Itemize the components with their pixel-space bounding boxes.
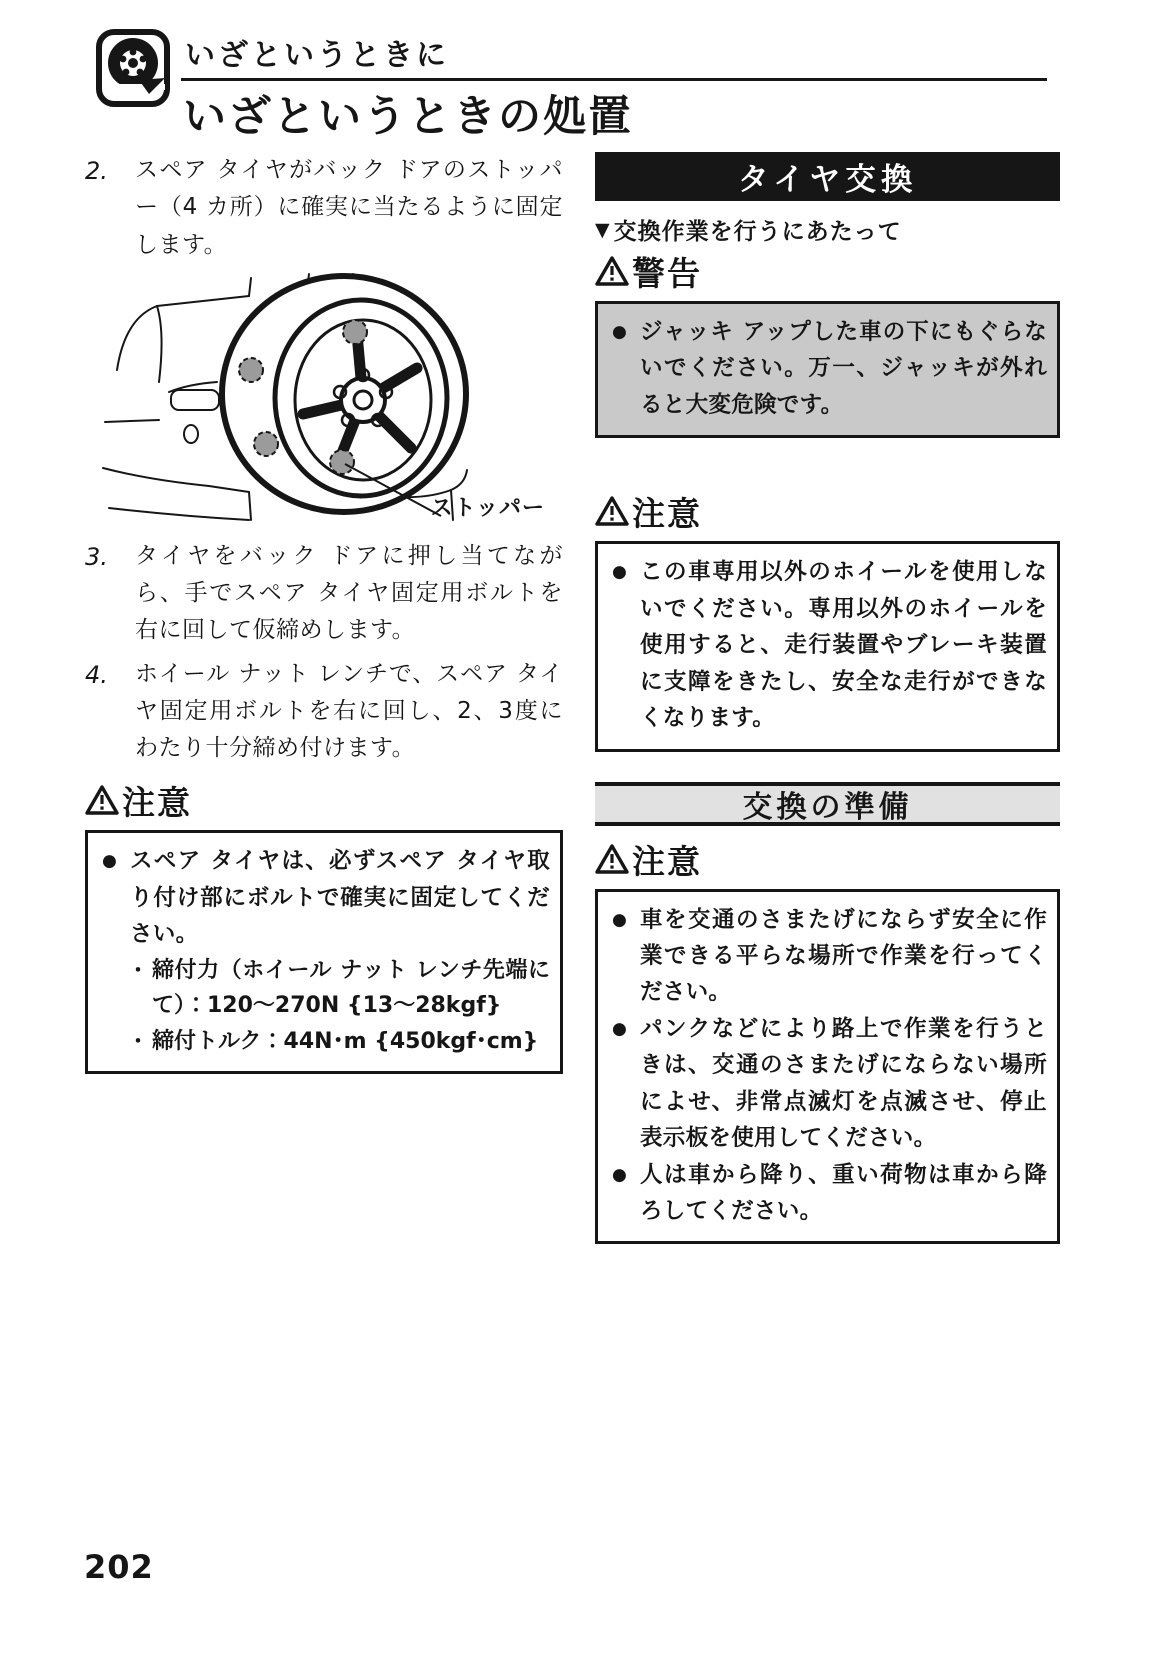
sub-bullet-icon: ・ [128,1028,148,1053]
caution-heading-left [85,777,563,824]
page-title: いざというときの処置 [183,92,633,142]
caution-item: ● 車を交通のさまたげにならず安全に作業できる平らな場所で作業を行ってください。 [610,902,1047,1011]
spare-tire-figure [99,272,549,524]
caution-subitem: ・ 締付トルク：44N･m {450kgf･cm} [128,1024,550,1060]
header-titles [181,28,1047,144]
caution-box-left [85,830,563,1074]
left-column [85,152,563,1244]
warning-triangle-icon [595,256,629,287]
tire-jack-icon [95,28,173,108]
warning-item: ● ジャッキ アップした車の下にもぐらないでください。万一、ジャッキが外れると大変危険です。 [610,314,1047,423]
sub-bullet-icon: ・ [128,957,148,982]
section-header-preparation: 交換の準備 [595,782,1060,826]
caution-item: ● この車専用以外のホイールを使用しないでください。専用以外のホイールを使用すると、走行装置やブレーキ装置に支障をきたし、安全な走行ができなくなります。 [610,554,1047,736]
step-text: タイヤをバック ドアに押し当てながら、手でスペア タイヤ固定用ボルトを右に回して仮締めします。 [135,542,563,644]
caution-box-right-1 [595,541,1060,751]
right-column [595,152,1060,1244]
chapter-label: いざというときに [181,30,1047,81]
step-number: 4. [85,660,108,689]
spare-tire-illustration [99,272,549,524]
warning-triangle-icon [85,785,119,816]
step-text: スペア タイヤがバック ドアのストッパー（4 カ所）に確実に当たるように固定します。 [135,157,563,258]
bullet-icon: ● [612,562,627,583]
bullet-icon: ● [612,1164,627,1185]
warning-heading [595,248,1060,295]
section-header-tire-change: タイヤ交換 [595,152,1060,201]
bullet-icon: ● [612,909,627,930]
caution-heading-right-2 [595,836,1060,883]
bullet-icon: ● [102,851,117,872]
content-columns [85,152,1060,1244]
step-4 [85,656,563,768]
caution-subitem: ・ 締付力（ホイール ナット レンチ先端にて）：120～270N {13～28kgf} [128,953,550,1024]
warning-word: 警告 [632,254,702,293]
caution-word: 注意 [632,494,702,534]
triangle-down-icon: ▼ [595,218,610,241]
caution-item: ● スペア タイヤは、必ずスペア タイヤ取り付け部にボルトで確実に固定してください。 [100,843,550,952]
caution-item: ● パンクなどにより路上で作業を行うときは、交通のさまたげにならない場所によせ、非常点滅灯を点滅させ、停止表示板を使用してください。 [610,1011,1047,1157]
caution-box-right-2 [595,889,1060,1245]
caution-item: ● 人は車から降り、重い荷物は車から降ろしてください。 [610,1157,1047,1230]
caution-heading-right-1 [595,488,1060,535]
step-text: ホイール ナット レンチで、スペア タイヤ固定用ボルトを右に回し、2、3度にわたり十分締め付けます。 [135,660,563,761]
page-number: 202 [84,1548,154,1586]
caution-word: 注意 [632,841,702,881]
subsection-before-work: ▼ 交換作業を行うにあたって [595,218,902,245]
warning-triangle-icon [595,844,629,875]
step-3 [85,538,563,650]
page-header [95,28,1045,144]
bullet-icon: ● [612,322,627,342]
warning-box [595,301,1060,438]
step-2 [85,152,563,264]
step-number: 3. [85,542,108,571]
bullet-icon: ● [612,1018,627,1039]
step-number: 2. [85,157,108,185]
caution-word: 注意 [122,783,192,823]
warning-triangle-icon [595,496,629,527]
figure-label-stopper: ストッパー [430,495,545,521]
